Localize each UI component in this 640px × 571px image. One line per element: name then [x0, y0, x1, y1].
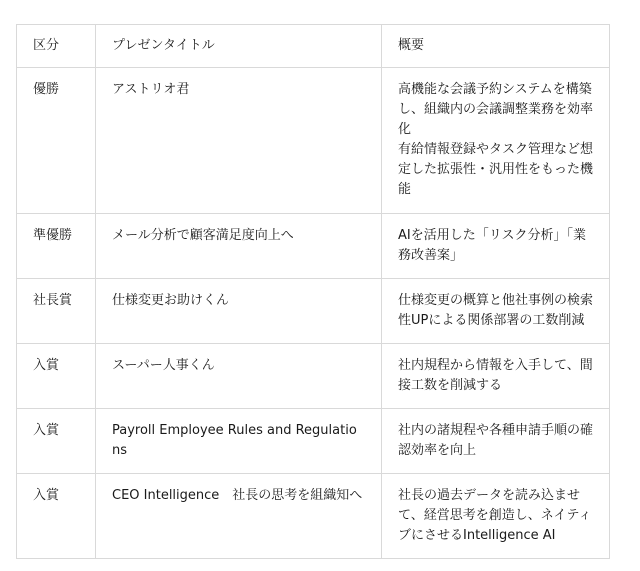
cell-category: 優勝 [17, 68, 96, 214]
cell-title: Payroll Employee Rules and Regulations [96, 409, 382, 474]
cell-title: スーパー人事くん [96, 344, 382, 409]
cell-title: メール分析で顧客満足度向上へ [96, 214, 382, 279]
cell-title: 仕様変更お助けくん [96, 279, 382, 344]
cell-summary: 高機能な会議予約システムを構築し、組織内の会議調整業務を効率化 有給情報登録やタスク管理など想定した拡張性・汎用性をもった機能 [382, 68, 610, 214]
table-row [17, 474, 610, 559]
table-row [17, 214, 610, 279]
cell-category: 社長賞 [17, 279, 96, 344]
awards-table-container [16, 24, 609, 559]
cell-category: 入賞 [17, 409, 96, 474]
table-row [17, 68, 610, 214]
table-row [17, 344, 610, 409]
cell-summary: 社内規程から情報を入手して、間接工数を削減する [382, 344, 610, 409]
table-header-row [17, 25, 610, 68]
table-row [17, 409, 610, 474]
table-row [17, 279, 610, 344]
cell-category: 入賞 [17, 344, 96, 409]
cell-title: CEO Intelligence 社長の思考を組織知へ [96, 474, 382, 559]
cell-summary: 社内の諸規程や各種申請手順の確認効率を向上 [382, 409, 610, 474]
awards-table [16, 24, 610, 559]
cell-summary: 社長の過去データを読み込ませて、経営思考を創造し、ネイティブにさせるIntelligence AI [382, 474, 610, 559]
header-summary: 概要 [382, 25, 610, 68]
cell-summary: AIを活用した「リスク分析」「業務改善案」 [382, 214, 610, 279]
header-category: 区分 [17, 25, 96, 68]
cell-title: アストリオ君 [96, 68, 382, 214]
cell-category: 準優勝 [17, 214, 96, 279]
cell-category: 入賞 [17, 474, 96, 559]
header-title: プレゼンタイトル [96, 25, 382, 68]
cell-summary: 仕様変更の概算と他社事例の検索性UPによる関係部署の工数削減 [382, 279, 610, 344]
